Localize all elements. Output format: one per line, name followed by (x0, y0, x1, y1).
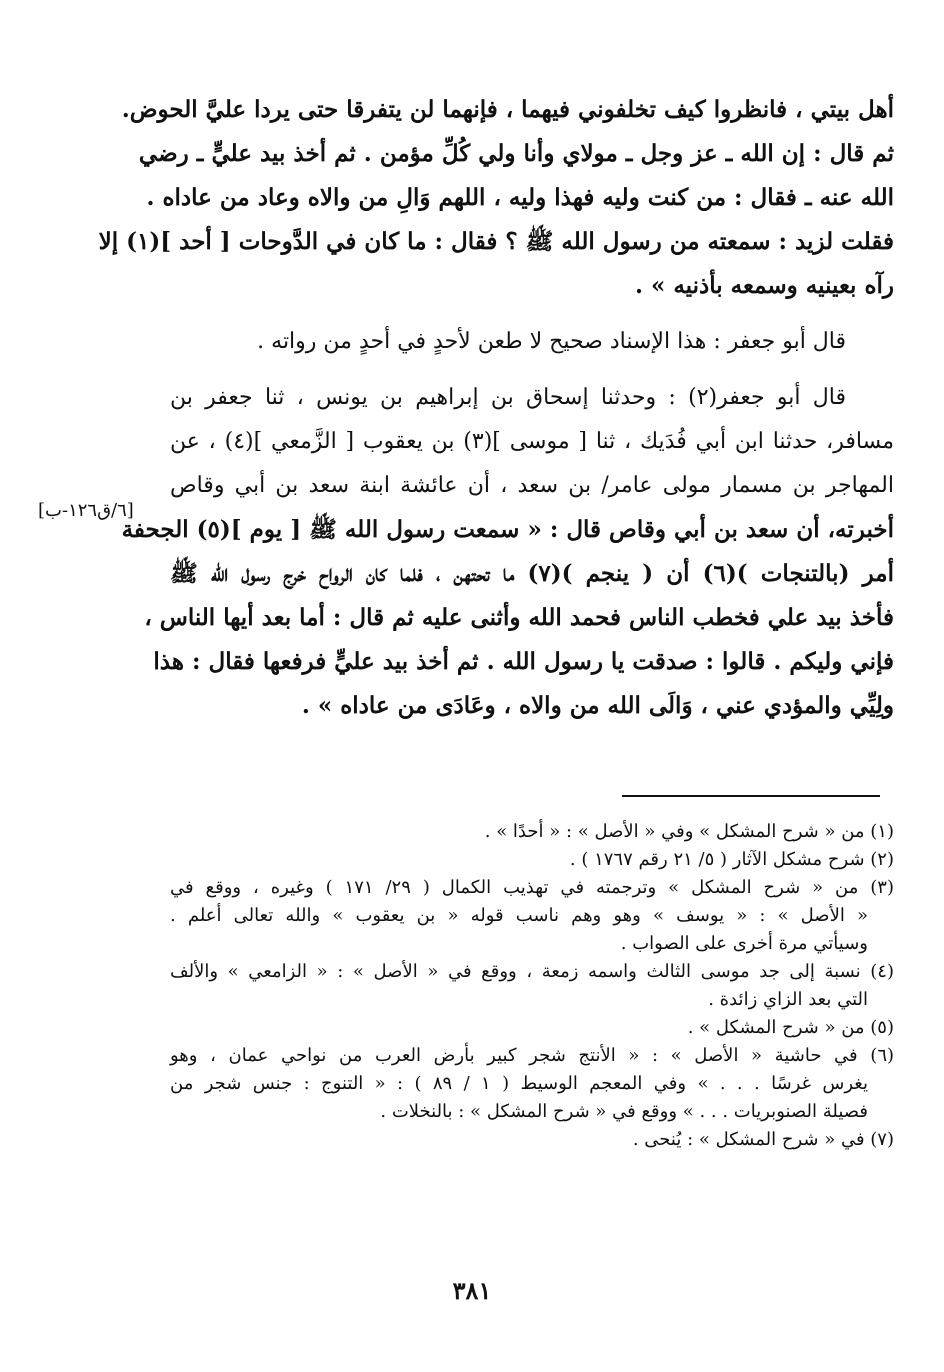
text-line: المهاجر بن مسمار مولى عامر/ بن سعد ، أن عائشة ابنة سعد بن أبي وقاص (170, 473, 894, 498)
footnote-line: وسيأتي مرة أخرى على الصواب . (620, 933, 868, 954)
footnote-line: « الأصل » : « يوسف » وهو وهم ناسب قوله « بن يعقوب » والله تعالى أعلم . (170, 905, 868, 926)
paragraph-gap (170, 364, 894, 376)
footnote-line: (٢) شرح مشكل الآثار ( ٥/ ٢١ رقم ١٧٦٧ ) . (569, 849, 894, 870)
text-line: فإني وليكم . قالوا : صدقت يا رسول الله . ثم أخذ بيد عليٍّ فرفعها فقال : هذا (153, 648, 894, 675)
paragraph-gap (170, 308, 894, 320)
text-line: فأخذ بيد علي فخطب الناس فحمد الله وأثنى عليه ثم قال : أما بعد أيها الناس ، (144, 604, 894, 631)
main-text (98, 88, 894, 728)
text-line: فقلت لزيد : سمعته من رسول الله ﷺ ؟ فقال : ما كان في الدَّوحات [ أحد ](١) إلا (98, 228, 894, 255)
text-line: الله عنه ـ فقال : من كنت وليه فهذا وليه ، اللهم وَالِ من والاه وعاد من عاداه . (146, 184, 894, 211)
footnote-line: (٤) نسبة إلى جد موسى الثالث واسمه زمعة ، ووقع في « الأصل » : « الزامعي » والألف (170, 961, 894, 982)
footnote-line: فصيلة الصنوبريات . . . » ووقع في « شرح المشكل » : بالنخلات . (380, 1101, 868, 1122)
footnote-separator (622, 795, 880, 797)
footnote-line: (٣) من « شرح المشكل » وترجمته في تهذيب الكمال ( ٢٩/ ١٧١ ) وغيره ، ووقع في (170, 877, 894, 898)
text-line: قال أبو جعفر(٢) : وحدثنا إسحاق بن إبراهيم بن يونس ، ثنا جعفر بن (170, 385, 847, 410)
footnotes (170, 818, 894, 1154)
text-line: ولِيِّي والمؤدي عني ، وَالَى الله من والاه ، وعَادَى من عاداه » . (301, 692, 894, 719)
text-line: ثم قال : إن الله ـ عز وجل ـ مولاي وأنا ولي كُلِّ مؤمن . ثم أخذ بيد عليٍّ ـ رضي (138, 140, 894, 167)
text-line: أمر (بالتنجات )(٦) أن ( ينجم )(٧) ما تحتهن ، فلما كان الرواح خرج رسول الله ﷺ (170, 560, 894, 587)
footnote-line: (٥) من « شرح المشكل » . (687, 1017, 894, 1038)
footnote-line: يغرس غرسًا . . . » وفي المعجم الوسيط ( ١ / ٨٩ ) : « التنوج : جنس شجر من (170, 1073, 868, 1094)
footnote-line: (٧) في « شرح المشكل » : يُنحى . (632, 1129, 894, 1150)
page-number: ٣٨١ (452, 1276, 492, 1305)
text-line: مسافر، حدثنا ابن أبي فُدَيك ، ثنا [ موسى ](٣) بن يعقوب [ الزَّمعي ](٤) ، عن (170, 429, 894, 454)
text-line: رآه بعينيه وسمعه بأذنيه » . (634, 272, 894, 299)
footnote-line: التي بعد الزاي زائدة . (708, 989, 868, 1010)
text-line: أهل بيتي ، فانظروا كيف تخلفوني فيهما ، فإنهما لن يتفرقا حتى يردا عليَّ الحوض. (121, 96, 894, 123)
manuscript-folio-note: [٦/ق١٢٦-ب] (38, 500, 134, 521)
footnote-line: (٦) في حاشية « الأصل » : « الأنتج شجر كبير بأرض العرب من نواحي عمان ، وهو (170, 1045, 895, 1066)
text-line: قال أبو جعفر : هذا الإسناد صحيح لا طعن لأحدٍ في أحدٍ من رواته . (257, 329, 846, 354)
footnote-line: (١) من « شرح المشكل » وفي « الأصل » : « أحدًا » . (484, 821, 894, 842)
text-line: أخبرته، أن سعد بن أبي وقاص قال : « سمعت رسول الله ﷺ [ يوم ](٥) الجحفة (121, 516, 894, 543)
